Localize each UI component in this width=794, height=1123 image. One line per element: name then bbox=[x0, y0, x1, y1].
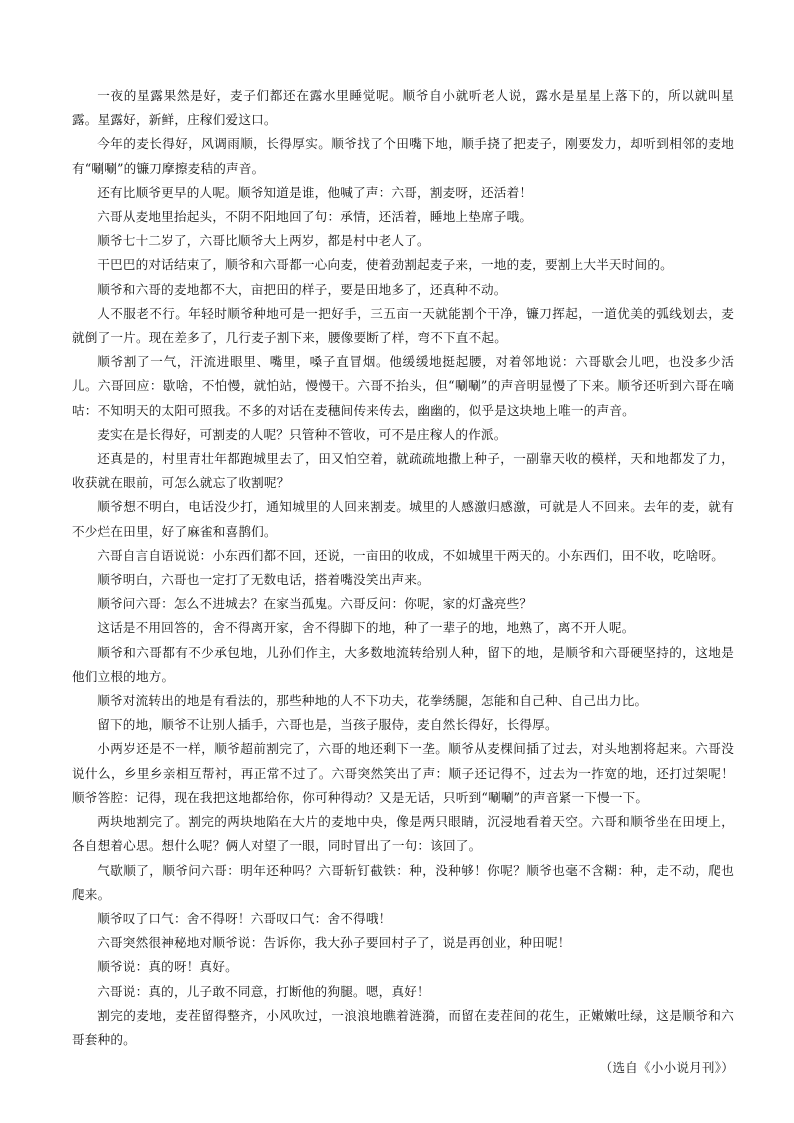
paragraph: 气歇顺了，顺爷问六哥：明年还种吗？六哥斩钉截铁：种，没种够！你呢？顺爷也毫不含糊：种，走不动，爬也爬来。 bbox=[72, 862, 734, 902]
paragraph: 顺爷和六哥都有不少承包地，儿孙们作主，大多数地流转给别人种，留下的地，是顺爷和六哥硬坚持的，这地是他们立根的地方。 bbox=[72, 644, 734, 684]
paragraph: 还有比顺爷更早的人呢。顺爷知道是谁，他喊了声：六哥，割麦呀，还活着！ bbox=[97, 184, 533, 200]
paragraph: 顺爷七十二岁了，六哥比顺爷大上两岁，都是村中老人了。 bbox=[97, 233, 430, 249]
paragraph: 两块地割完了。割完的两块地陷在大片的麦地中央，像是两只眼睛，沉浸地看着天空。六哥和顺爷坐在田埂上，各自想着心思。想什么呢？俩人对望了一眼，同时冒出了一句：该回了。 bbox=[72, 814, 734, 854]
paragraph: 顺爷叹了口气：舍不得呀！六哥叹口气：舍不得哦！ bbox=[97, 910, 392, 926]
paragraph: 割完的麦地，麦茬留得整齐，小风吹过，一浪浪地瞧着涟漪，而留在麦茬间的花生，正嫩嫩吐绿，这是顺爷和六哥套种的。 bbox=[72, 1007, 734, 1047]
paragraph: 顺爷和六哥的麦地都不大，亩把田的样子，要是田地多了，还真种不动。 bbox=[97, 281, 507, 297]
paragraph: 人不服老不行。年轻时顺爷种地可是一把好手，三五亩一天就能割个干净，镰刀挥起，一道优美的弧线划去，麦就倒了一片。现在差多了，几行麦子割下来，腰像要断了样，弯不下直不起。 bbox=[72, 305, 734, 346]
paragraph: 还真是的，村里青壮年都跑城里去了，田又怕空着，就疏疏地撒上种子，一副靠天收的模样，天和地都发了力，收获就在眼前，可怎么就忘了收割呢？ bbox=[72, 451, 734, 491]
paragraph: 六哥说：真的，儿子敢不同意，打断他的狗腿。嗯，真好！ bbox=[97, 983, 430, 999]
paragraph: 顺爷想不明白，电话没少打，通知城里的人回来割麦。城里的人感激归感激，可就是人不回来。去年的麦，就有不少烂在田里，好了麻雀和喜鹊们。 bbox=[72, 499, 734, 539]
paragraph: 一夜的星露果然是好，麦子们都还在露水里睡觉呢。顺爷自小就听老人说，露水是星星上落下的，所以就叫星露。星露好，新鲜，庄稼们爱这口。 bbox=[72, 88, 734, 128]
paragraph: 顺爷割了一气，汗流进眼里、嘴里，嗓子直冒烟。他缓缓地挺起腰，对着邻地说：六哥歇会儿吧，也没多少活儿。六哥回应：歇啥，不怕慢，就怕站，慢慢干。六哥不抬头，但“唰唰”的声音明显慢了下来。顺爷还听到六哥在嘀咕：不知明天的太阳可照我。不多的对话在麦穗间传来传去，幽幽的，似乎是这块地上唯一的声音。 bbox=[72, 354, 734, 418]
paragraph: 这话是不用回答的，舍不得离开家，舍不得脚下的地，种了一辈子的地，地熟了，离不开人呢。 bbox=[97, 620, 635, 636]
paragraph: 顺爷问六哥：怎么不进城去？在家当孤鬼。六哥反问：你呢，家的灯盏亮些？ bbox=[97, 596, 533, 612]
paragraph: 顺爷对流转出的地是有看法的，那些种地的人不下功夫，花拳绣腿，怎能和自己种、自己出力比。 bbox=[97, 693, 648, 709]
paragraph: 麦实在是长得好，可割麦的人呢？只管种不管收，可不是庄稼人的作派。 bbox=[97, 426, 507, 442]
paragraph: 六哥突然很神秘地对顺爷说：告诉你，我大孙子要回村子了，说是再创业，种田呢！ bbox=[97, 935, 571, 951]
article-body bbox=[72, 84, 734, 1080]
paragraph: 六哥自言自语说说：小东西们都不回，还说，一亩田的收成，不如城里干两天的。小东西们，田不收，吃啥呀。 bbox=[97, 547, 725, 563]
paragraph: 留下的地，顺爷不让别人插手，六哥也是，当孩子服侍，麦自然长得好，长得厚。 bbox=[97, 717, 558, 733]
source-citation: （选自《小小说月刊》） bbox=[599, 1060, 734, 1076]
paragraph: 干巴巴的对话结束了，顺爷和六哥都一心向麦，使着劲割起麦子来，一地的麦，要割上大半天时间的。 bbox=[97, 257, 673, 273]
paragraph: 顺爷明白，六哥也一定打了无数电话，搭着嘴没笑出声来。 bbox=[97, 572, 430, 588]
paragraph: 六哥从麦地里抬起头，不阴不阳地回了句：承情，还活着，睡地上垫席子哦。 bbox=[97, 209, 533, 225]
paragraph: 今年的麦长得好，风调雨顺，长得厚实。顺爷找了个田嘴下地，顺手挠了把麦子，刚要发力，却听到相邻的麦地有“唰唰”的镰刀摩擦麦秸的声音。 bbox=[72, 136, 734, 176]
paragraph: 小两岁还是不一样，顺爷超前割完了，六哥的地还剩下一垄。顺爷从麦棵间插了过去，对头地割将起来。六哥没说什么，乡里乡亲相互帮衬，再正常不过了。六哥突然笑出了声：顺子还记得不，过去为一拃宽的地，还打过架呢！顺爷答腔：记得，现在我把这地都给你，你可种得动？又是无话，只听到“唰唰”的声音紧一下慢一下。 bbox=[72, 741, 734, 805]
paragraph: 顺爷说：真的呀！真好。 bbox=[97, 959, 238, 975]
